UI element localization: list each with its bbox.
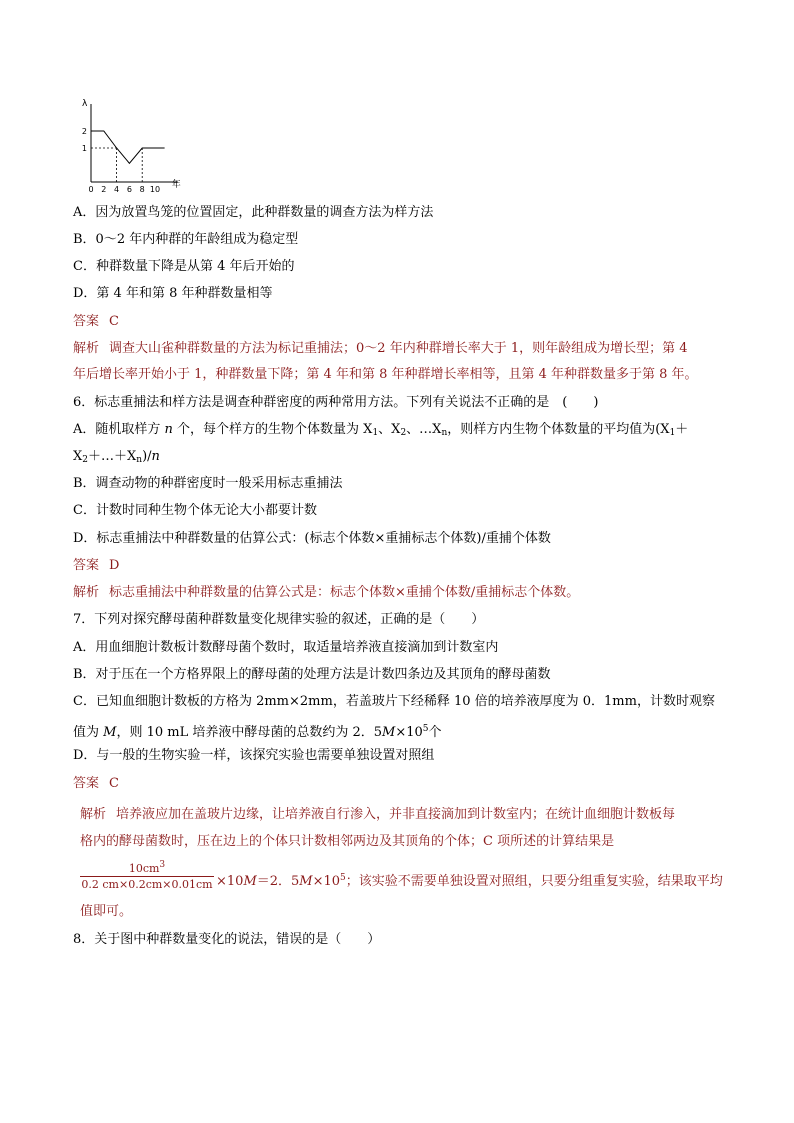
text: ×10 (216, 874, 244, 889)
answer-label: 答案 (73, 776, 100, 791)
analysis-label: 解析 (73, 341, 100, 356)
text: 值为 (73, 725, 104, 740)
x-tick-label: 6 (126, 185, 132, 192)
q8-stem: 8．关于图中种群数量变化的说法，错误的是（ ） (73, 932, 381, 947)
x-tick-label: 10 (149, 185, 161, 192)
q7-option-a: A．用血细胞计数板计数酵母菌个数时，取适量培养液直接滴加到计数室内 (73, 640, 499, 655)
q7-answer (73, 775, 119, 793)
subscript: n (136, 455, 143, 465)
q6-option-a-line-1 (73, 421, 688, 442)
text: ＋…＋X (88, 449, 137, 464)
analysis-text: 培养液应加在盖玻片边缘，让培养液自行渗入，并非直接滴加到计数室内；在统计血细胞计数板每 (116, 807, 676, 822)
answer-value: C (109, 776, 119, 791)
y-tick-label: 2 (81, 127, 87, 136)
text: ×10 (312, 874, 341, 889)
q6-option-c: C．计数时同种生物个体无论大小都要计数 (73, 503, 317, 518)
text: ；该实验不需要单独设置对照组，只要分组重复实验，结果取平均 (345, 874, 723, 889)
q7-analysis-line-2: 格内的酵母菌数时，压在边上的个体只计数相邻两边及其顶角的个体；C 项所述的计算结果是 (80, 834, 615, 849)
text: 10cm (128, 862, 160, 875)
q7-option-c-line-2 (73, 720, 442, 742)
q6-answer (73, 557, 119, 575)
text: ＝2．5 (256, 874, 300, 889)
q5-analysis-line-2: 年后增长率开始小于 1，种群数量下降；第 4 年和第 8 年种群增长率相等，且第 4 年种群数量多于第 8 年。 (73, 367, 698, 382)
text: 、…X (406, 422, 442, 437)
text: 个 (428, 725, 442, 740)
q5-analysis-line-1 (73, 340, 688, 358)
subscript: 1 (669, 428, 676, 438)
q7-analysis-line-3 (216, 869, 723, 891)
subscript: n (441, 428, 448, 438)
x-tick-label: 4 (114, 185, 120, 192)
q7-analysis-line-1 (80, 806, 675, 824)
subscript: 1 (372, 428, 379, 438)
text: )/ (142, 449, 152, 464)
q7-option-d: D．与一般的生物实验一样，该探究实验也需要单独设置对照组 (73, 748, 435, 763)
text: X (73, 449, 83, 464)
var-m: M (103, 725, 117, 740)
q6-option-b: B．调查动物的种群密度时一般采用标志重捕法 (73, 476, 343, 491)
lambda-line-chart (76, 96, 226, 192)
text: ＋ (675, 422, 689, 437)
text: ，则样方内生物个体数量的平均值为(X (447, 422, 670, 437)
q7-analysis-line-4: 值即可。 (80, 904, 133, 919)
q6-option-a-line-2 (73, 448, 160, 469)
y-tick-label: 1 (81, 144, 87, 153)
q7-option-c-line-1: C．已知血细胞计数板的方格为 2mm×2mm，若盖玻片下经稀释 10 倍的培养液厚度为 0．1mm，计数时观察 (73, 694, 715, 709)
x-tick-label: 2 (101, 185, 107, 192)
answer-value: D (109, 558, 120, 573)
superscript: 5 (422, 724, 429, 734)
x-tick-label: 0 (88, 185, 94, 192)
q5-option-a: A．因为放置鸟笼的位置固定，此种群数量的调查方法为样方法 (73, 205, 434, 220)
text: ，则 10 mL 培养液中酵母菌的总数约为 2．5 (116, 725, 383, 740)
var-m: M (299, 874, 313, 889)
subscript: 2 (400, 428, 407, 438)
var-m: M (243, 874, 257, 889)
q5-option-c: C．种群数量下降是从第 4 年后开始的 (73, 259, 295, 274)
x-axis-label: 年 (171, 180, 181, 190)
answer-value: C (109, 314, 119, 329)
q6-stem: 6．标志重捕法和样方法是调查种群密度的两种常用方法。下列有关说法不正确的是 ( ) (73, 395, 599, 410)
answer-label: 答案 (73, 558, 100, 573)
text: ×10 (395, 725, 423, 740)
text: 个，每个样方的生物个体数量为 X (172, 422, 373, 437)
subscript: 2 (82, 455, 88, 465)
q5-answer (73, 313, 119, 331)
fraction-numerator (80, 860, 214, 875)
var-n: n (151, 449, 160, 464)
superscript: 5 (340, 873, 346, 883)
analysis-text: 标志重捕法中种群数量的估算公式是：标志个体数×重捕个体数/重捕标志个体数。 (109, 585, 580, 600)
y-axis-label: λ (82, 99, 88, 109)
text: A．随机取样方 (73, 422, 165, 437)
q5-option-d: D．第 4 年和第 8 年种群数量相等 (73, 286, 273, 301)
q7-stem: 7．下列对探究酵母菌种群数量变化规律实验的叙述，正确的是（ ） (73, 612, 485, 627)
answer-label: 答案 (73, 314, 100, 329)
x-tick-label: 8 (139, 185, 145, 192)
var-m: M (382, 725, 396, 740)
lambda-series-line (91, 131, 165, 163)
analysis-label: 解析 (73, 585, 100, 600)
analysis-label: 解析 (80, 807, 107, 822)
fraction-bar (80, 876, 214, 877)
q5-option-b: B．0～2 年内种群的年龄组成为稳定型 (73, 232, 299, 247)
text: 、X (378, 422, 401, 437)
q7-fraction (80, 860, 214, 894)
q6-analysis (73, 584, 579, 602)
q6-option-d: D．标志重捕法中种群数量的估算公式：(标志个体数×重捕标志个体数)/重捕个体数 (73, 531, 551, 546)
analysis-text: 调查大山雀种群数量的方法为标记重捕法；0～2 年内种群增长率大于 1，则年龄组成为增长型；第 4 (109, 341, 688, 356)
fraction-denominator: 0.2 cm×0.2cm×0.01cm (81, 878, 213, 891)
q7-option-b: B．对于压在一个方格界限上的酵母菌的处理方法是计数四条边及其顶角的酵母菌数 (73, 667, 551, 682)
var-n: n (164, 422, 173, 437)
superscript: 3 (159, 860, 166, 870)
